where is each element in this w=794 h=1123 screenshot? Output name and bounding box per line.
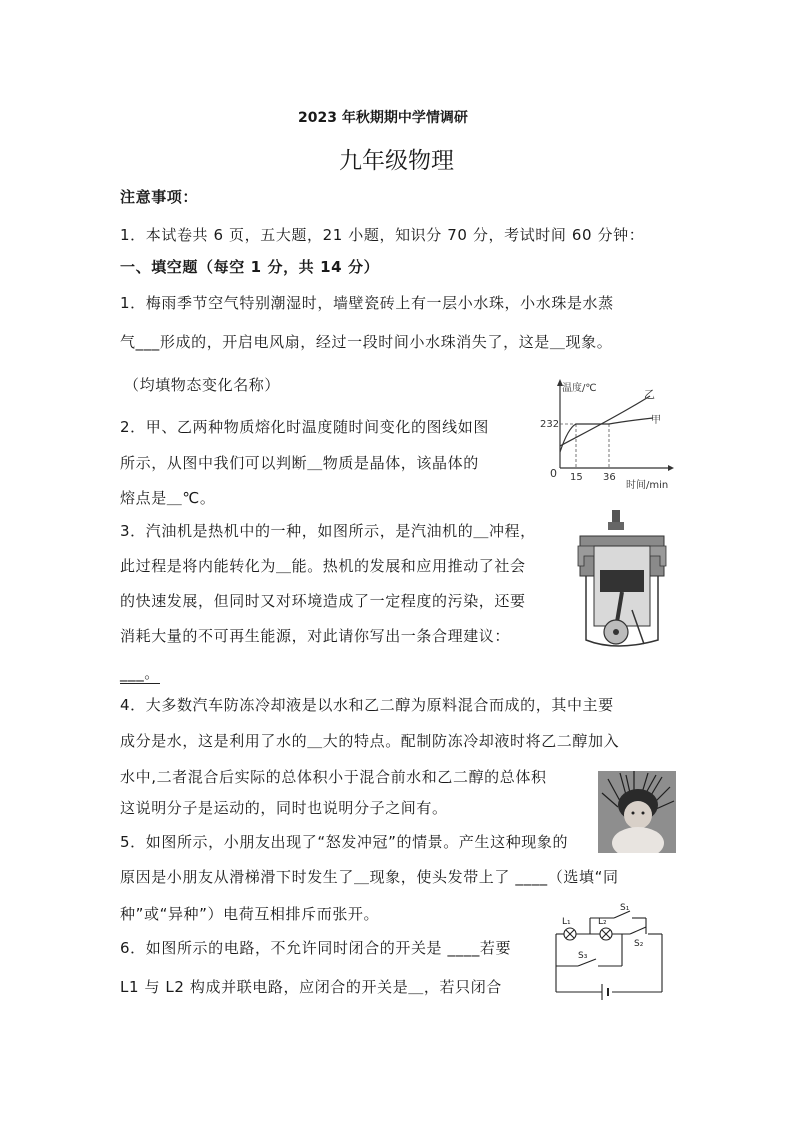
q1-line3: （均填物态变化名称） [124,376,281,394]
page-title: 九年级物理 [339,148,454,174]
q1-line1: 1．梅雨季节空气特别潮湿时，墙壁瓷砖上有一层小水珠，小水珠是水蒸 [120,294,614,312]
circuit-label-S2: S₂ [634,939,644,949]
q3-line1: 3．汽油机是热机中的一种，如图所示，是汽油机的＿冲程， [120,522,536,540]
q4-line3: 水中,二者混合后实际的总体积小于混合前水和乙二醇的总体积 [120,768,547,786]
notes-item-1: 1．本试卷共 6 页，五大题，21 小题，知识分 70 分，考试时间 60 分钟： [120,226,645,244]
curve-jia [560,418,653,452]
q6-line2: L1 与 L2 构成并联电路，应闭合的开关是＿，若只闭合 [120,978,502,996]
q4-line4: 这说明分子是运动的，同时也说明分子之间有。 [120,799,448,817]
circuit-label-L1: L₁ [562,917,571,927]
q3-line2: 此过程是将内能转化为＿能。热机的发展和应用推动了社会 [120,557,526,575]
graph-ylabel: 温度/℃ [562,383,597,394]
curve-yi [560,396,650,446]
q5-line2: 原因是小朋友从滑梯滑下时发生了＿现象，使头发带上了 ____（选填“同 [120,868,619,886]
q3-line5: ___。 [120,664,160,682]
graph-xtick-1: 15 [570,472,583,483]
circuit-label-S3: S₃ [578,951,588,961]
q2-line1: 2．甲、乙两种物质熔化时温度随时间变化的图线如图 [120,418,489,436]
q5-line3: 种”或“异种”）电荷互相排斥而张开。 [120,905,380,923]
q4-line1: 4．大多数汽车防冻冷却液是以水和乙二醇为原料混合而成的，其中主要 [120,696,614,714]
q3-line4: 消耗大量的不可再生能源，对此请你写出一条合理建议： [120,627,511,645]
q6-line1: 6．如图所示的电路，不允许同时闭合的开关是 ____若要 [120,939,512,957]
graph-label-yi: 乙 [644,388,655,401]
notes-heading: 注意事项： [120,188,199,206]
melting-graph [538,376,676,492]
graph-xtick-2: 36 [603,472,616,483]
graph-ytick: 232 [540,419,560,430]
circuit-label-L2: L₂ [598,917,607,927]
q4-line2: 成分是水，这是利用了水的＿大的特点。配制防冻冷却液时将乙二醇加入 [120,732,620,750]
q1-line2: 气___形成的，开启电风扇，经过一段时间小水珠消失了，这是＿现象。 [120,333,613,351]
circuit-label-S1: S₁ [620,903,630,913]
q2-line2: 所示，从图中我们可以判断＿物质是晶体，该晶体的 [120,454,479,472]
child-hair-photo [598,771,676,853]
exam-subtitle: 2023 年秋期期中学情调研 [298,110,468,126]
engine-figure [572,506,672,652]
section-heading: 一、填空题（每空 1 分，共 14 分） [120,258,380,276]
graph-label-jia: 甲 [651,415,661,426]
q5-line1: 5．如图所示，小朋友出现了“怒发冲冠”的情景。产生这种现象的 [120,833,569,851]
q3-line3: 的快速发展，但同时又对环境造成了一定程度的污染，还要 [120,592,526,610]
q2-line3: 熔点是＿℃。 [120,489,216,507]
graph-xlabel: 时间/min [626,480,669,491]
graph-origin: 0 [550,467,557,480]
circuit-diagram [550,900,668,1000]
